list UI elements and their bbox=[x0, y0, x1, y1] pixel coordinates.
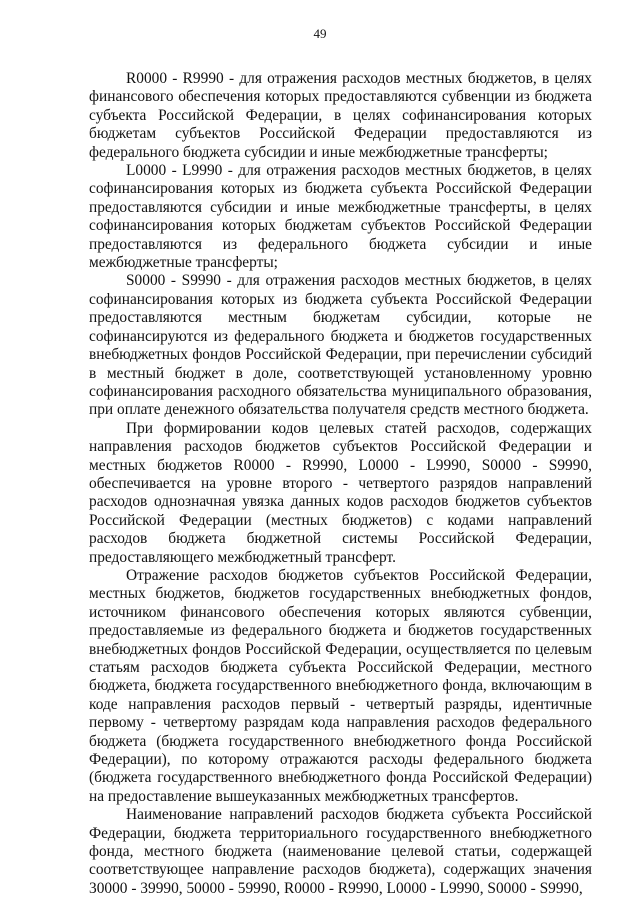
paragraph-subvention-expenses: Отражение расходов бюджетов субъектов Российской Федерации, местных бюджетов, бюджетов государственных внебюджетных фондов, источником финансового обеспечения которых являются субвенции, предоставляемые из федерального бюджета и бюджетов государственных внебюджетных фондов Российской Федерации, осуществляется по целевым статьям расходов бюджета субъекта Российской Федерации, местного бюджета, бюджета государственного внебюджетного фонда, включающим в коде направления расходов первый - четвертый разряды, идентичные первому - четвертому разрядам кода направления расходов федерального бюджета (бюджета государственного внебюджетного фонда Российской Федерации), по которому отражаются расходы федерального бюджета (бюджета государственного внебюджетного фонда Российской Федерации) на предоставление вышеуказанных межбюджетных трансфертов. bbox=[89, 566, 592, 805]
paragraph-l-codes: L0000 - L9990 - для отражения расходов местных бюджетов, в целях софинансирования которых из бюджета субъекта Российской Федерации предоставляются субсидии и иные межбюджетные трансферты, в целях софинансирования которых бюджетам субъектов Российской Федерации предоставляются из федерального бюджета субсидии и иные межбюджетные трансферты; bbox=[89, 162, 592, 272]
paragraph-s-codes: S0000 - S9990 - для отражения расходов местных бюджетов, в целях софинансирования которых из бюджета субъекта Российской Федерации предоставляются местным бюджетам субсидии, которые не софинансируются из федерального бюджета и бюджетов государственных внебюджетных фондов Российской Федерации, при перечислении субсидий в местный бюджет в доле, соответствующей установленному уровню софинансирования расходного обязательства муниципального образования, при оплате денежного обязательства получателя средств местного бюджета. bbox=[89, 272, 592, 419]
document-body bbox=[89, 70, 592, 898]
paragraph-naming-directions: Наименование направлений расходов бюджета субъекта Российской Федерации, бюджета территориального государственного внебюджетного фонда, местного бюджета (наименование целевой статьи, содержащей соответствующее направление расходов бюджета), содержащих значения 30000 - 39990, 50000 - 59990, R0000 - R9990, L0000 - L9990, S0000 - S9990, bbox=[89, 806, 592, 897]
paragraph-code-formation: При формировании кодов целевых статей расходов, содержащих направления расходов бюджетов субъектов Российской Федерации и местных бюджетов R0000 - R9990, L0000 - L9990, S0000 - S9990, обеспечивается на уровне второго - четвертого разрядов направлений расходов однозначная увязка данных кодов расходов бюджетов субъектов Российской Федерации (местных бюджетов) с кодами направлений расходов бюджета бюджетной системы Российской Федерации, предоставляющего межбюджетный трансферт. bbox=[89, 419, 592, 566]
paragraph-r-codes: R0000 - R9990 - для отражения расходов местных бюджетов, в целях финансового обеспечения которых предоставляются субвенции из бюджета субъекта Российской Федерации, в целях софинансирования которых бюджетам субъектов Российской Федерации предоставляются из федерального бюджета субсидии и иные межбюджетные трансферты; bbox=[89, 70, 592, 161]
page-number: 49 bbox=[313, 26, 327, 41]
